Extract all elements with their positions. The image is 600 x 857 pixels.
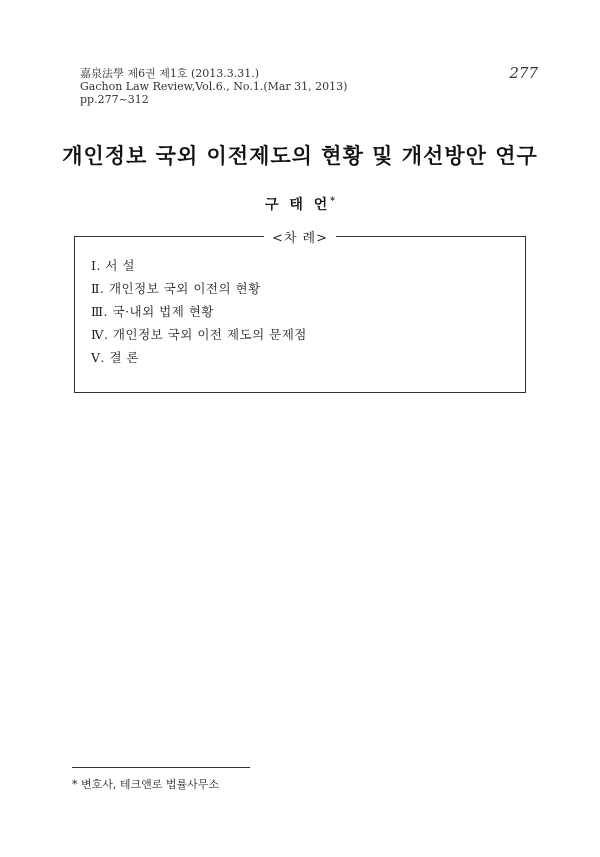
footnote-divider — [72, 767, 250, 768]
author-footnote: * 변호사, 테크앤로 법률사무소 — [72, 778, 219, 791]
author-footnote-mark: * — [330, 196, 336, 207]
journal-citation-english: Gachon Law Review,Vol.6., No.1.(Mar 31, 2013) — [80, 80, 348, 93]
page-number: 277 — [509, 64, 538, 82]
table-of-contents — [74, 231, 526, 393]
toc-item-introduction: Ⅰ. 서 설 — [91, 258, 136, 273]
toc-heading: <차 례> — [264, 227, 336, 246]
author-line — [0, 194, 600, 214]
toc-item-problems: Ⅳ. 개인정보 국외 이전 제도의 문제점 — [91, 327, 307, 342]
journal-header — [80, 67, 347, 106]
journal-citation-korean: 嘉泉法學 제6권 제1호 (2013.3.31.) — [80, 67, 260, 80]
page-range: pp.277~312 — [80, 93, 149, 106]
article-title: 개인정보 국외 이전제도의 현황 및 개선방안 연구 — [62, 143, 538, 168]
toc-item-legal-framework: Ⅲ. 국·내외 법제 현황 — [91, 304, 214, 319]
author-name: 구 태 언 — [264, 197, 331, 213]
toc-item-conclusion: Ⅴ. 결 론 — [91, 350, 140, 365]
toc-item-current-status: Ⅱ. 개인정보 국외 이전의 현황 — [91, 281, 261, 296]
toc-list — [91, 254, 307, 369]
